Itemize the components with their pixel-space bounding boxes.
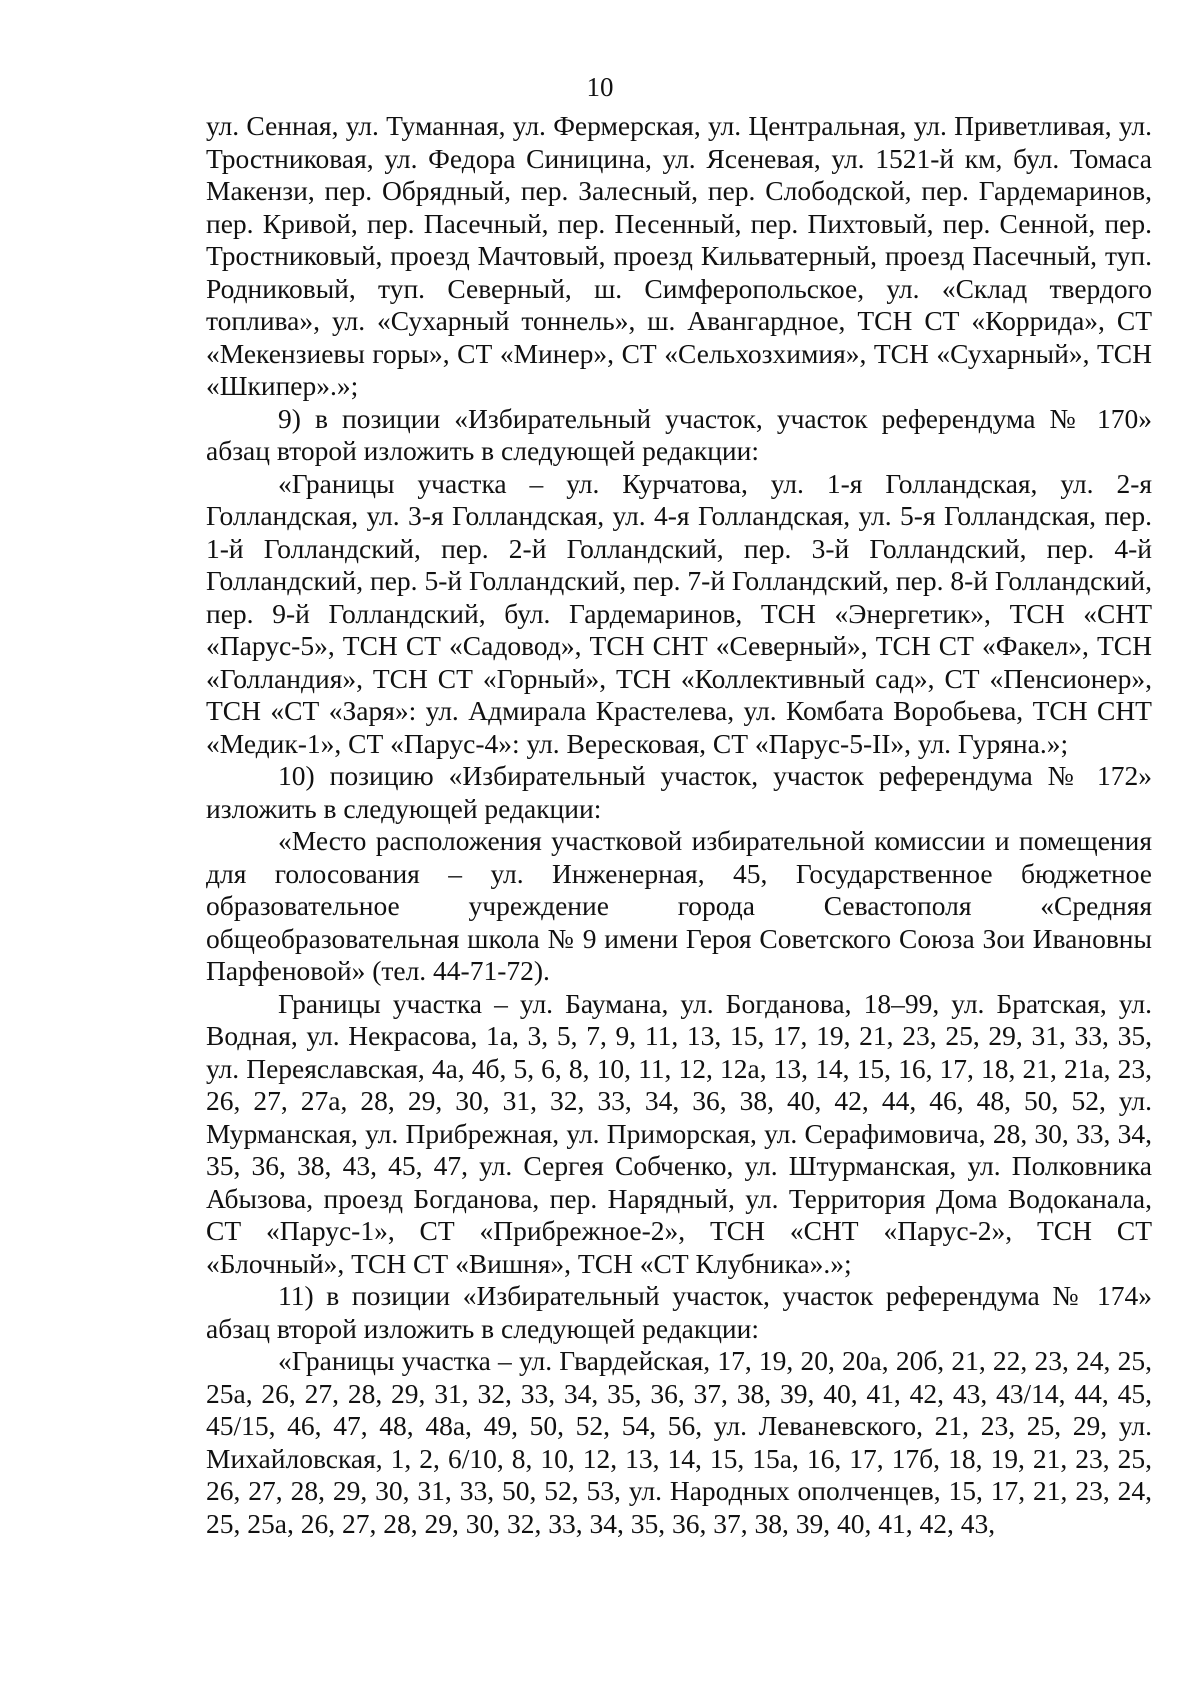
paragraph-item-10: 10) позицию «Избирательный участок, участок референдума № 172» изложить в следующей редакции: — [206, 760, 1152, 824]
paragraph-boundaries-174: «Границы участка – ул. Гвардейская, 17, 19, 20, 20а, 20б, 21, 22, 23, 24, 25, 25а, 26, 27, 28, 29, 31, 32, 33, 34, 35, 36, 37, 38, 39, 40, 41, 42, 43, 43/14, 44, 45, 45/15, 46, 47, 48, 48а, 49, 50, 52, 54, 56, ул. Леваневского, 21, 23, 25, 29, ул. Михайловская, 1, 2, 6/10, 8, 10, 12, 13, 14, 15, 15а, 16, 17, 17б, 18, 19, 21, 23, 25, 26, 27, 28, 29, 30, 31, 33, 50, 52, 53, ул. Народных ополченцев, 15, 17, 21, 23, 24, 25, 25а, 26, 27, 28, 29, 30, 32, 33, 34, 35, 36, 37, 38, 39, 40, 41, 42, 43, — [206, 1345, 1152, 1539]
paragraph-boundaries-170: «Границы участка – ул. Курчатова, ул. 1-я Голландская, ул. 2-я Голландская, ул. 3-я Голландская, ул. 4-я Голландская, ул. 5-я Голландская, пер. 1-й Голландский, пер. 2-й Голландский, пер. 3-й Голландский, пер. 4-й Голландский, пер. 5-й Голландский, пер. 7-й Голландский, пер. 8-й Голландский, пер. 9-й Голландский, бул. Гардемаринов, ТСН «Энергетик», ТСН «СНТ «Парус-5», ТСН СТ «Садовод», ТСН СНТ «Северный», ТСН СТ «Факел», ТСН «Голландия», ТСН СТ «Горный», ТСН «Коллективный сад», СТ «Пенсионер», ТСН «СТ «Заря»: ул. Адмирала Крастелева, ул. Комбата Воробьева, ТСН СНТ «Медик-1», СТ «Парус-4»: ул. Вересковая, СТ «Парус-5-II», ул. Гуряна.»; — [206, 467, 1152, 759]
paragraph-item-11: 11) в позиции «Избирательный участок, участок референдума № 174» абзац второй изложить в следующей редакции: — [206, 1280, 1152, 1344]
document-body — [206, 110, 1152, 1540]
paragraph-boundaries-172: Границы участка – ул. Баумана, ул. Богданова, 18–99, ул. Братская, ул. Водная, ул. Некрасова, 1а, 3, 5, 7, 9, 11, 13, 15, 17, 19, 21, 23, 25, 29, 31, 33, 35, ул. Переяславская, 4а, 4б, 5, 6, 8, 10, 11, 12, 12а, 13, 14, 15, 16, 17, 18, 21, 21а, 23, 26, 27, 27а, 28, 29, 30, 31, 32, 33, 34, 36, 38, 40, 42, 44, 46, 48, 50, 52, ул. Мурманская, ул. Прибрежная, ул. Приморская, ул. Серафимовича, 28, 30, 33, 34, 35, 36, 38, 43, 45, 47, ул. Сергея Собченко, ул. Штурманская, ул. Полковника Абызова, проезд Богданова, пер. Нарядный, ул. Территория Дома Водоканала, СТ «Парус-1», СТ «Прибрежное-2», ТСН «СНТ «Парус-2», ТСН СТ «Блочный», ТСН СТ «Вишня», ТСН «СТ Клубника».»; — [206, 987, 1152, 1279]
page-number: 10 — [586, 72, 614, 102]
paragraph-item-9: 9) в позиции «Избирательный участок, участок референдума № 170» абзац второй изложить в следующей редакции: — [206, 402, 1152, 466]
paragraph-continuation-streets: ул. Сенная, ул. Туманная, ул. Фермерская, ул. Центральная, ул. Приветливая, ул. Тростниковая, ул. Федора Синицина, ул. Ясеневая, ул. 1521-й км, бул. Томаса Макензи, пер. Обрядный, пер. Залесный, пер. Слободской, пер. Гардемаринов, пер. Кривой, пер. Пасечный, пер. Песенный, пер. Пихтовый, пер. Сенной, пер. Тростниковый, проезд Мачтовый, проезд Кильватерный, проезд Пасечный, туп. Родниковый, туп. Северный, ш. Симферопольское, ул. «Склад твердого топлива», ул. «Сухарный тоннель», ш. Авангардное, ТСН СТ «Коррида», СТ «Мекензиевы горы», СТ «Минер», СТ «Сельхозхимия», ТСН «Сухарный», ТСН «Шкипер».»; — [206, 110, 1152, 401]
paragraph-location-172: «Место расположения участковой избирательной комиссии и помещения для голосования – ул. Инженерная, 45, Государственное бюджетное образовательное учреждение города Севастополя «Средняя общеобразовательная школа № 9 имени Героя Советского Союза Зои Ивановны Парфеновой» (тел. 44-71-72). — [206, 825, 1152, 986]
